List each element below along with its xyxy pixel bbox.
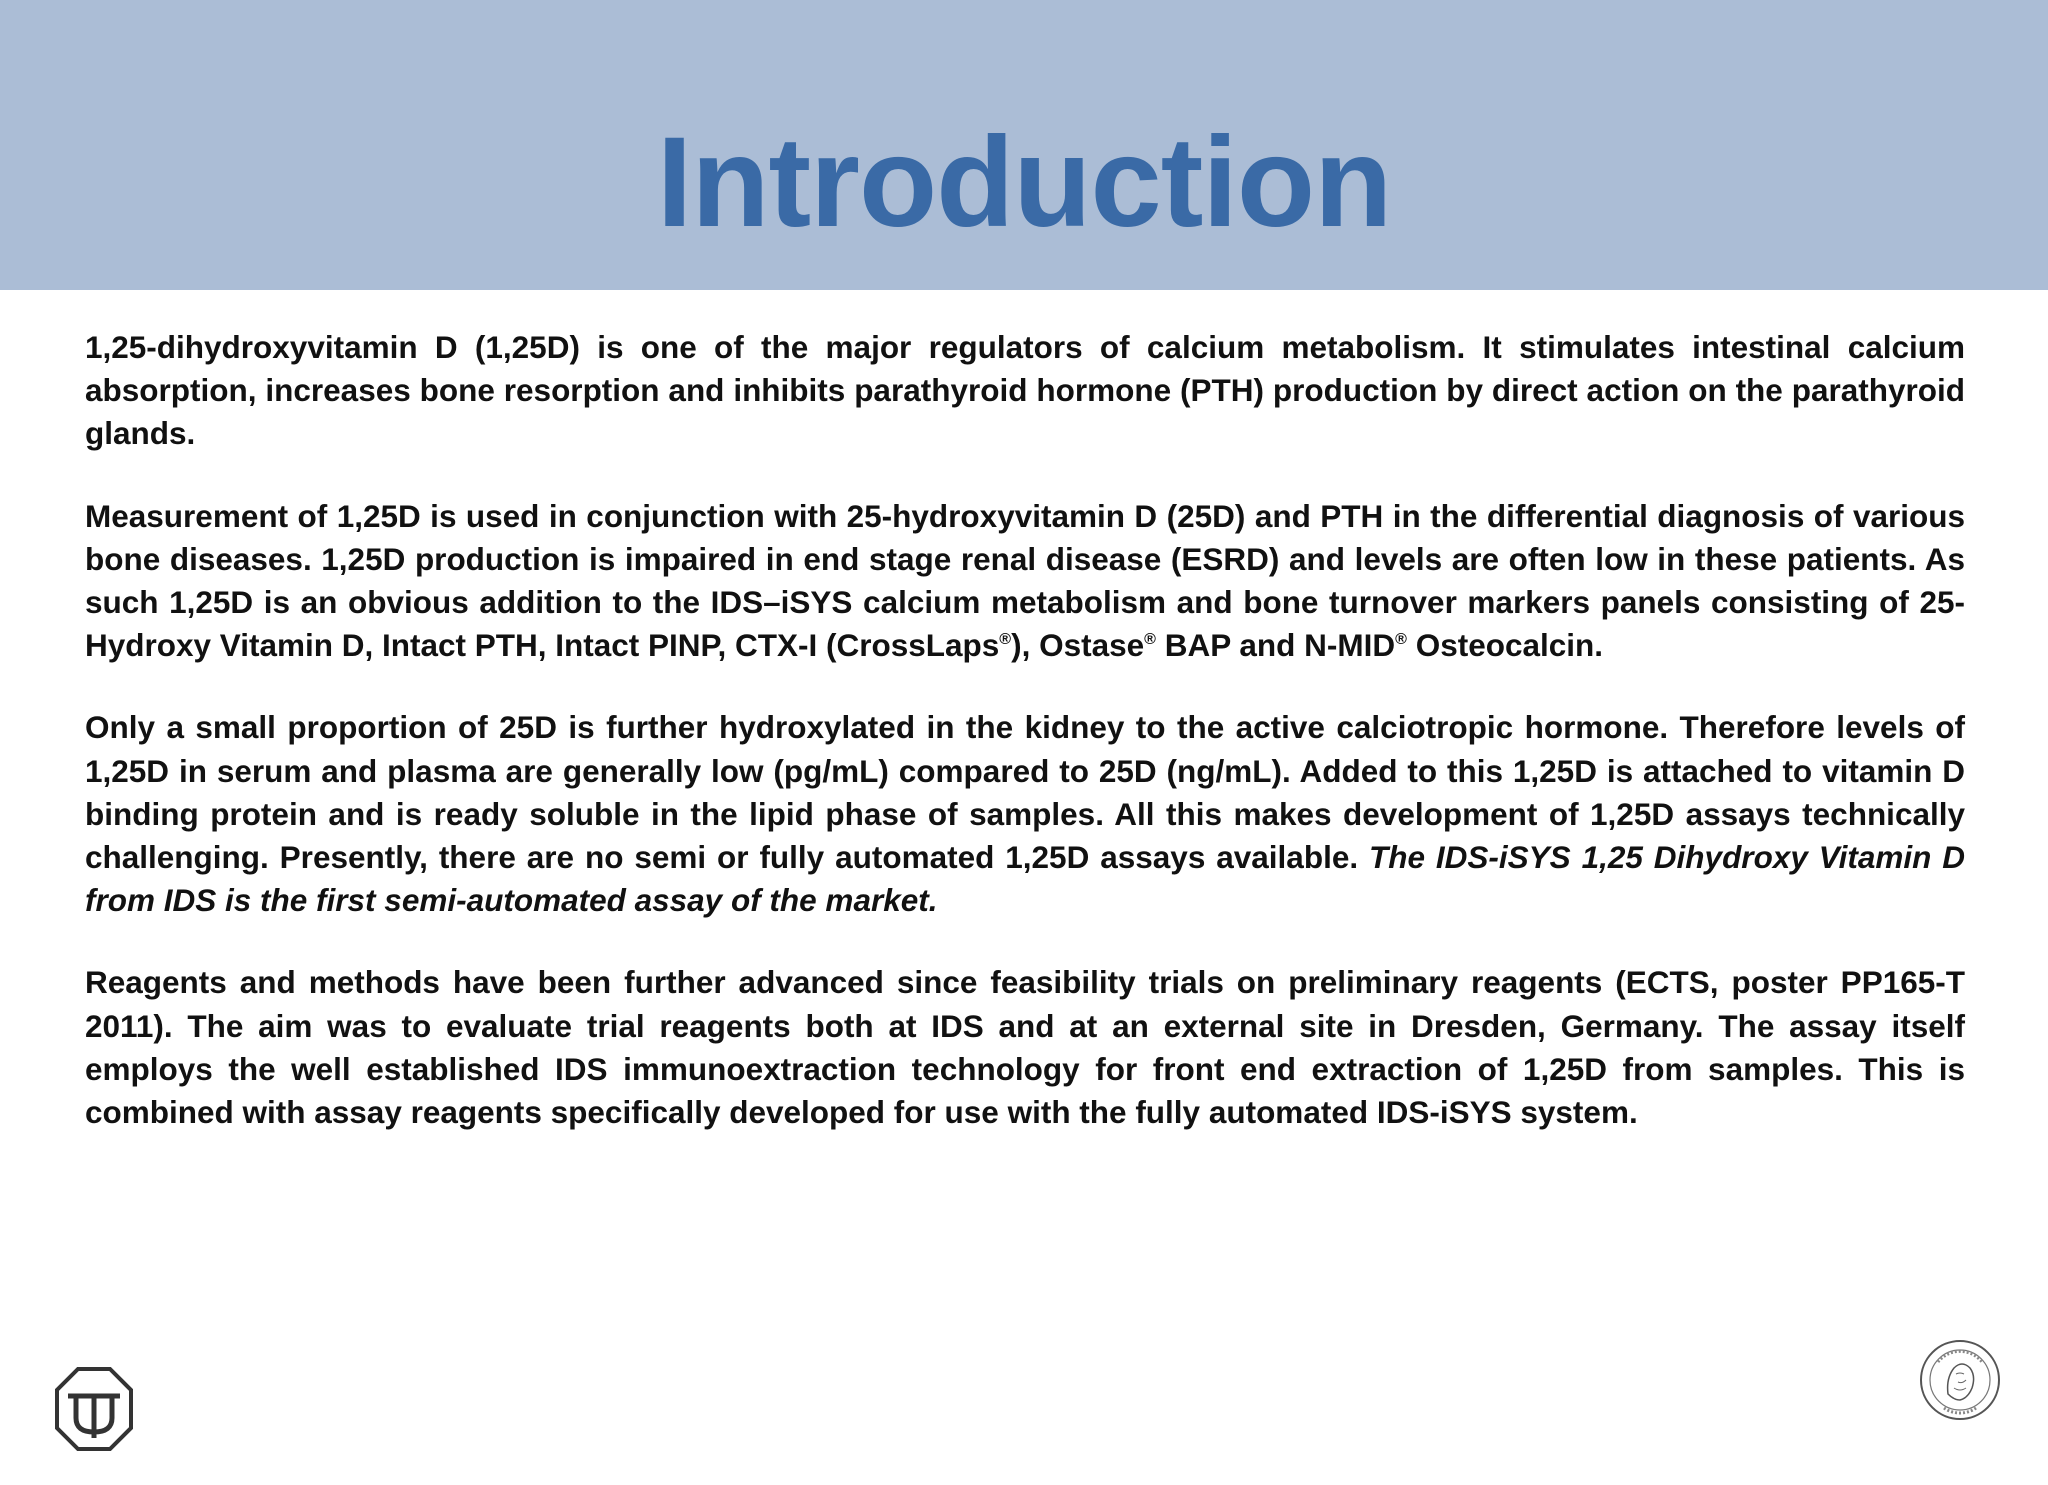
body-content xyxy=(85,326,1965,1173)
header-banner xyxy=(0,0,2048,290)
paragraph-text: BAP and N-MID xyxy=(1155,627,1396,664)
registered-mark: ® xyxy=(999,631,1012,649)
paragraph-text: Reagents and methods have been further advanced since feasibility trials on preliminary reagents (ECTS, poster PP165-T 2011). The aim was to evaluate trial reagents both at IDS and at an external site in Dresden, Germany. The assay itself employs the well established IDS immunoextraction technology for front end extraction of 1,25D from samples. This is combined with assay reagents specifically developed for use with the fully automated IDS-iSYS system. xyxy=(85,964,1965,1131)
emphasis-text: The IDS-iSYS 1,25 Dihydroxy Vitamin D from IDS is the first semi-automated assay of the market. xyxy=(85,839,1966,919)
paragraph-text: Only a small proportion of 25D is further hydroxylated in the kidney to the active calciotropic hormone. Therefore levels of 1,25D in serum and plasma are generally low (pg/mL) compared to 25D (ng/mL). Added to this 1,25D is attached to vitamin D binding protein and is ready soluble in the lipid phase of samples. All this makes development of 1,25D assays technically challenging. Presently, there are no semi or fully automated 1,25D assays available. xyxy=(85,709,1965,876)
paragraph-text: Osteocalcin. xyxy=(1406,627,1604,664)
registered-mark: ® xyxy=(1395,631,1407,649)
registered-mark: ® xyxy=(1144,631,1156,649)
paragraph-text: Measurement of 1,25D is used in conjunction with 25-hydroxyvitamin D (25D) and PTH in the differential diagnosis of various bone diseases. 1,25D production is impaired in end stage renal disease (ESRD) and levels are often low in these patients. As such 1,25D is an obvious addition to the IDS–iSYS calcium metabolism and bone turnover markers panels consisting of 25-Hydroxy Vitamin D, Intact PTH, Intact PINP, CTX-I (CrossLaps xyxy=(85,497,1965,664)
page-title: Introduction xyxy=(656,111,1392,254)
paragraph-reagents xyxy=(85,961,1965,1134)
paragraph-intro xyxy=(85,326,1965,456)
paragraph-hydroxylation xyxy=(85,706,1965,922)
paragraph-text: ), Ostase xyxy=(1011,627,1145,664)
tu-dresden-logo-icon xyxy=(54,1366,134,1452)
paragraph-text: 1,25-dihydroxyvitamin D (1,25D) is one of the major regulators of calcium metabolism. It stimulates intestinal calcium absorption, increases bone resorption and inhibits parathyroid hormone (PTH) production by direct action on the parathyroid glands. xyxy=(85,329,1965,452)
carl-gustav-carus-seal-icon xyxy=(1918,1338,2002,1422)
paragraph-measurement xyxy=(85,495,1965,668)
